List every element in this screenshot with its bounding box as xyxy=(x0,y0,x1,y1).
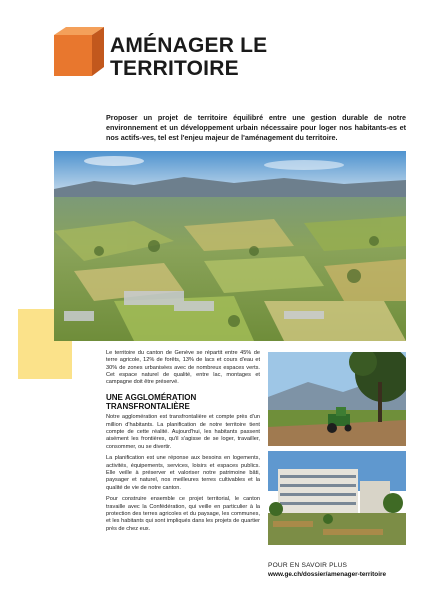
body-text-column xyxy=(106,350,260,537)
section-heading-line-2: TRANSFRONTALIÈRE xyxy=(106,402,190,412)
more-info-link[interactable]: www.ge.ch/dossier/amenager-territoire xyxy=(268,571,387,578)
tractor-field-photo xyxy=(268,352,406,446)
paragraph-territory: Le territoire du canton de Genève se répartit entre 45% de terre agricole, 12% de forêts, 13% de lacs et cours d'eau et 30% de zones urbanisées avec de nombreux espaces verts. Cet espace naturel de qualité, entre lac, montages et campagne doit être préservé. xyxy=(106,350,260,386)
title-line-2: TERRITOIRE xyxy=(110,57,239,80)
intro-paragraph: Proposer un projet de territoire équilibré entre une gestion durable de notre environnement et un développement urbain nécessaire pour loger nos habitants-es et nos actifs-ves, tel est l'enjeu majeur de l'aménagement du territoire. xyxy=(106,113,406,142)
page-title xyxy=(110,34,350,80)
more-info-block xyxy=(268,561,425,579)
section-heading-line-1: UNE AGGLOMÉRATION xyxy=(106,393,197,403)
title-line-1: AMÉNAGER LE xyxy=(110,34,268,57)
orange-cube-icon xyxy=(54,27,104,76)
hero-landscape-photo xyxy=(54,151,406,341)
section-heading xyxy=(106,393,260,411)
paragraph-agglomeration: Notre agglomération est transfrontalière et compte près d'un million d'habitants. La planification de notre territoire tient compte de cette réalité. Aujourd'hui, les habitants passent aisément les frontières, qu'il s'agisse de se loger, travailler, consommer, ou se divertir. xyxy=(106,414,260,450)
more-info-label: POUR EN SAVOIR PLUS xyxy=(268,562,348,569)
paragraph-planning: La planification est une réponse aux besoins en logements, activités, équipements, services, loisirs et espaces publics. Elle veille à préserver et valoriser notre patrimoine bâti, paysager et naturel, nos meilleures terres cultivables et la qualité de vie de notre canton. xyxy=(106,455,260,491)
paragraph-collaboration: Pour construire ensemble ce projet territorial, le canton travaille avec la Confédération, qui veille en particulier à la protection des terres agricoles et du paysage, les communes, et les habitants qui sont impliqués dans les projets de quartier près de chez eux. xyxy=(106,496,260,532)
housing-building-photo xyxy=(268,451,406,545)
